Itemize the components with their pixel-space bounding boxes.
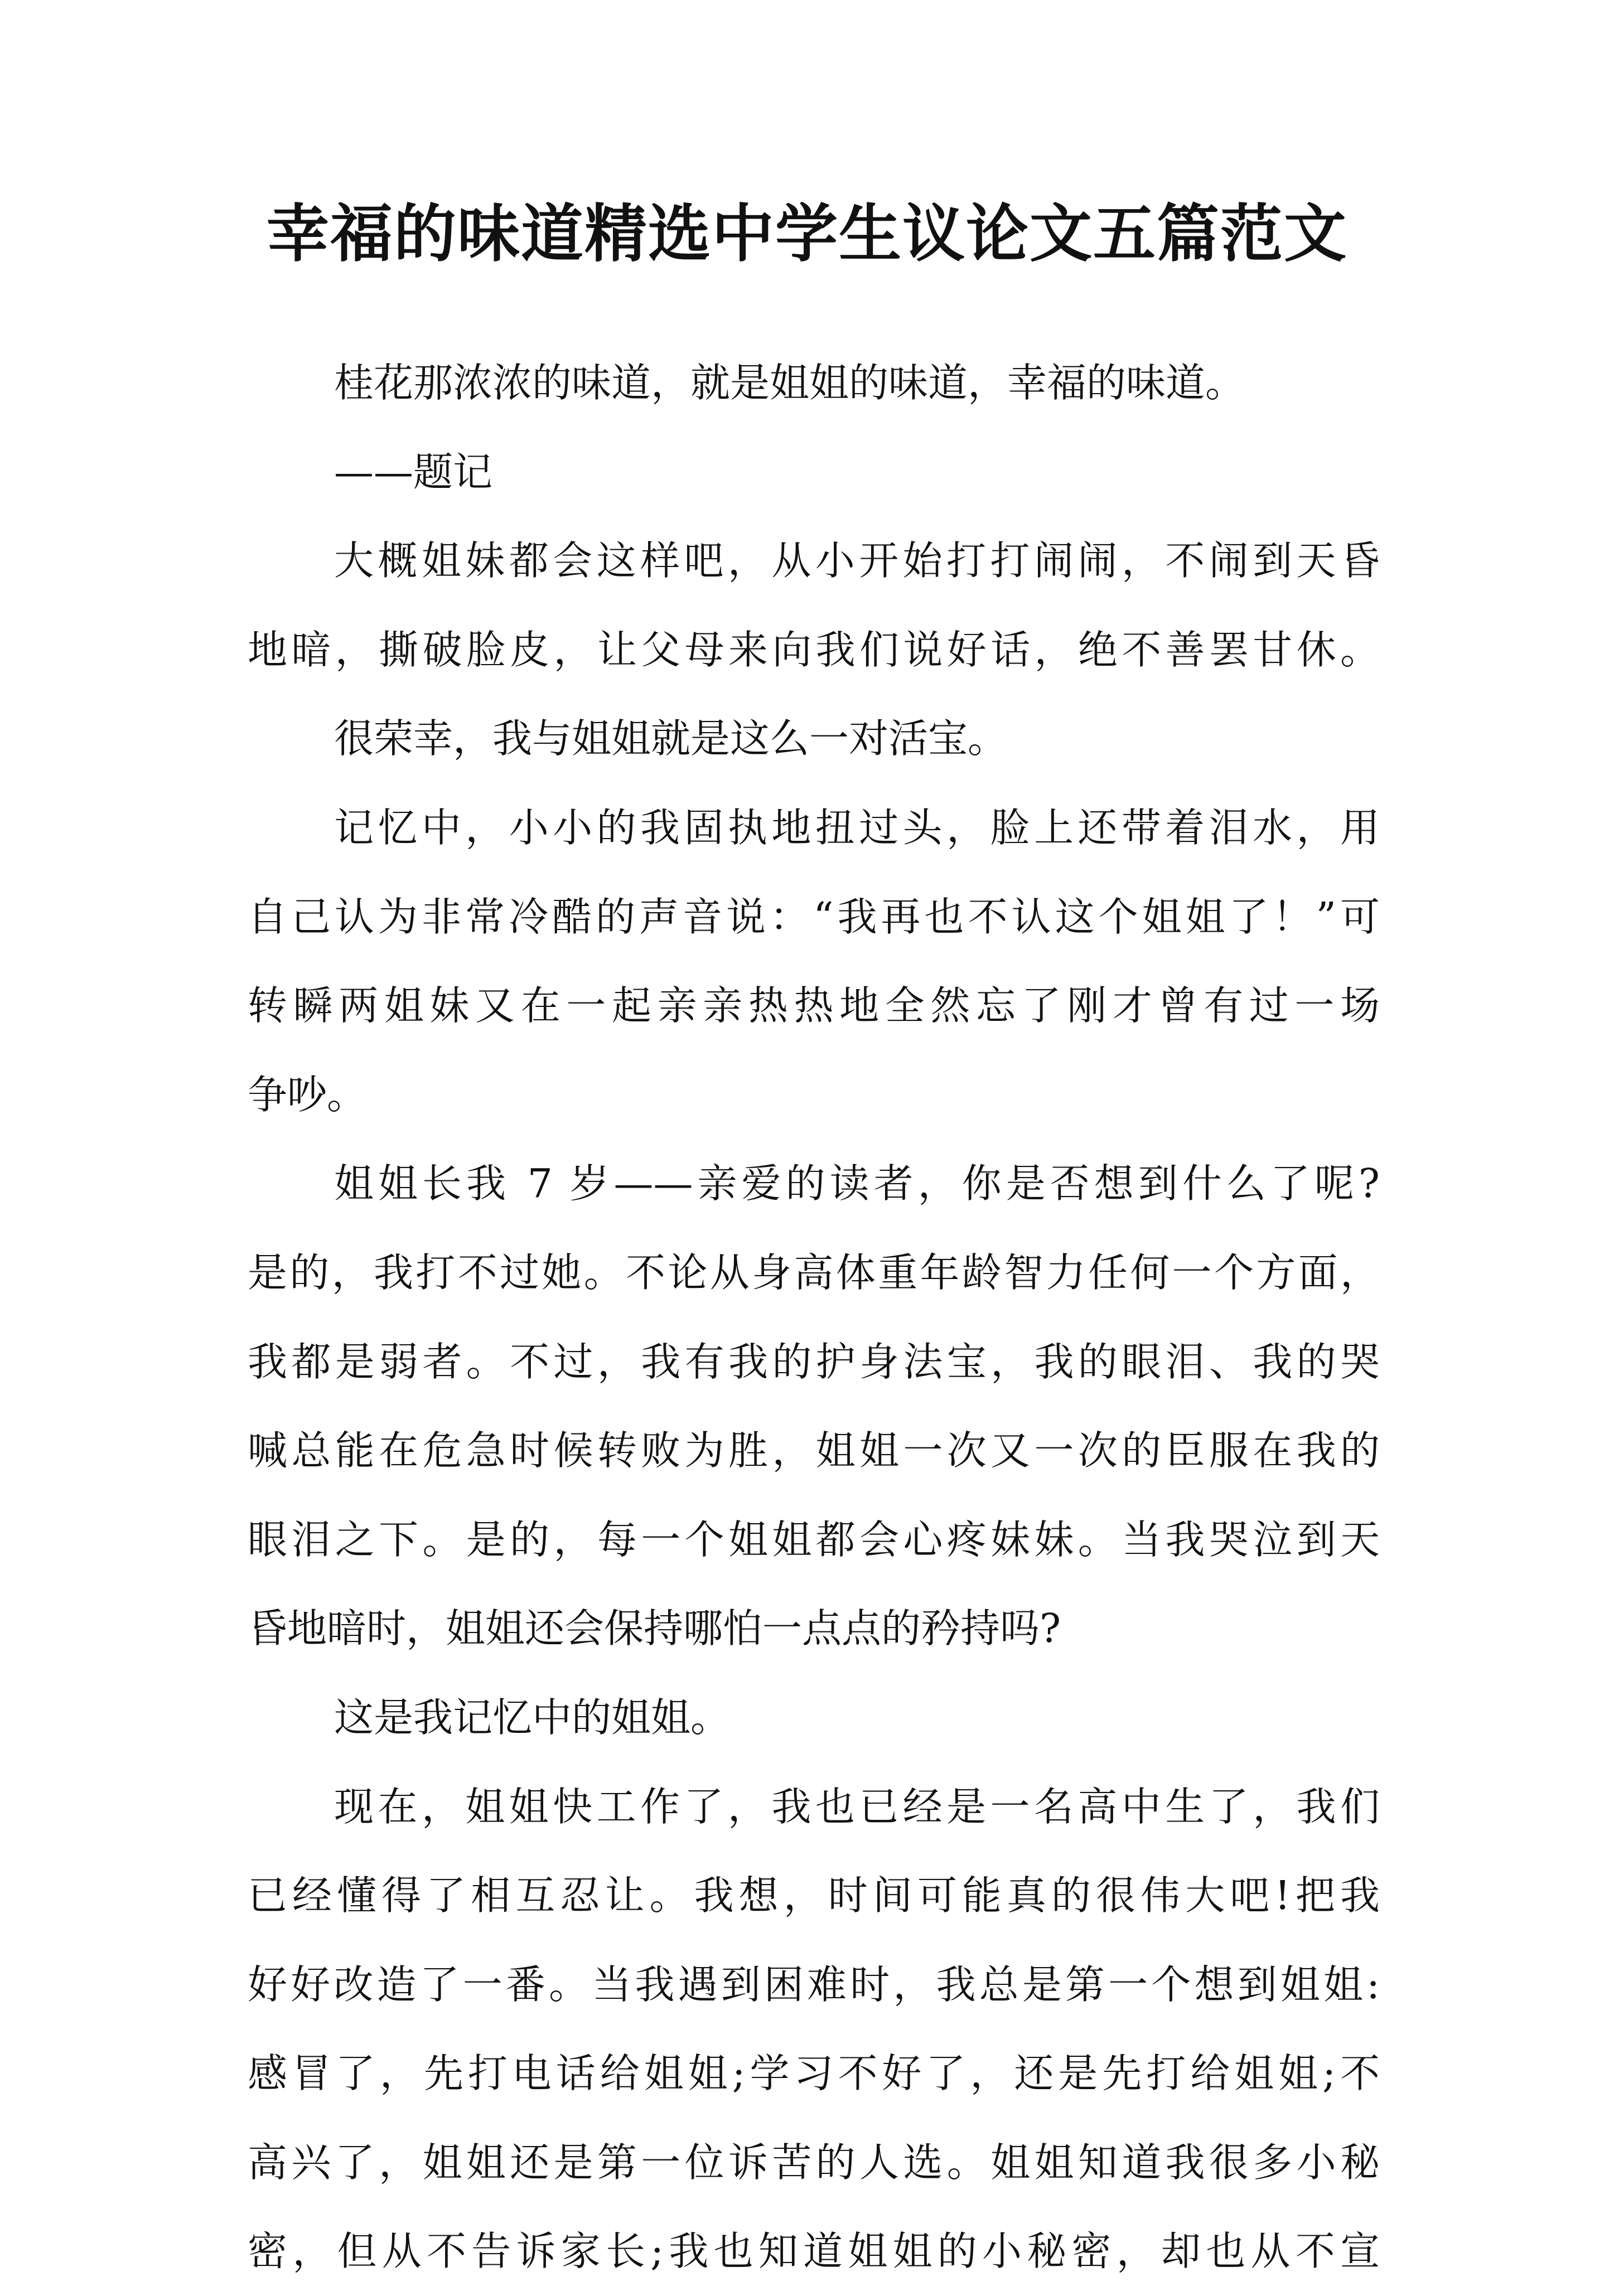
- paragraph-line: 这是我记忆中的姐姐。: [334, 1694, 731, 1741]
- paragraph-line: 自己认为非常冷酷的声音说：“我再也不认这个姐姐了！”可: [248, 893, 1380, 940]
- paragraph-line: 地暗，撕破脸皮，让父母来向我们说好话，绝不善罢甘休。: [248, 626, 1380, 673]
- paragraph-line: 感冒了，先打电话给姐姐;学习不好了，还是先打给姐姐;不: [248, 2050, 1380, 2097]
- paragraph-line: 眼泪之下。是的，每一个姐姐都会心疼妹妹。当我哭泣到天: [248, 1516, 1380, 1563]
- paragraph-line: 记忆中，小小的我固执地扭过头，脸上还带着泪水，用: [334, 804, 1380, 851]
- paragraph-line: 高兴了，姐姐还是第一位诉苦的人选。姐姐知道我很多小秘: [248, 2139, 1380, 2186]
- paragraph-line: 现在，姐姐快工作了，我也已经是一名高中生了，我们: [334, 1783, 1380, 1830]
- paragraph-line: 很荣幸，我与姐姐就是这么一对活宝。: [334, 715, 1008, 762]
- paragraph-line: 争吵。: [248, 1071, 367, 1118]
- paragraph-line: 桂花那浓浓的味道，就是姐姐的味道，幸福的味道。: [334, 360, 1245, 406]
- paragraph-line: 大概姐妹都会这样吧，从小开始打打闹闹，不闹到天昏: [334, 537, 1380, 584]
- paragraph-line: 密，但从不告诉家长;我也知道姐姐的小秘密，却也从不宣: [248, 2228, 1380, 2275]
- document-body: [248, 338, 1380, 2296]
- paragraph-line: ——题记: [334, 448, 493, 495]
- paragraph-line: 已经懂得了相互忍让。我想，时间可能真的很伟大吧!把我: [248, 1872, 1380, 1919]
- paragraph-line: 是的，我打不过她。不论从身高体重年龄智力任何一个方面，: [248, 1249, 1380, 1296]
- document-title: 幸福的味道精选中学生议论文五篇范文: [267, 198, 1347, 270]
- paragraph-line: 喊总能在危急时候转败为胜，姐姐一次又一次的臣服在我的: [248, 1427, 1380, 1474]
- paragraph-line: 我都是弱者。不过，我有我的护身法宝，我的眼泪、我的哭: [248, 1338, 1380, 1385]
- paragraph-line: 昏地暗时，姐姐还会保持哪怕一点点的矜持吗?: [248, 1605, 1061, 1652]
- paragraph-line: 好好改造了一番。当我遇到困难时，我总是第一个想到姐姐:: [248, 1961, 1380, 2008]
- paragraph-line: 转瞬两姐妹又在一起亲亲热热地全然忘了刚才曾有过一场: [248, 982, 1380, 1029]
- paragraph-line: 姐姐长我 7 岁——亲爱的读者，你是否想到什么了呢?: [334, 1160, 1380, 1207]
